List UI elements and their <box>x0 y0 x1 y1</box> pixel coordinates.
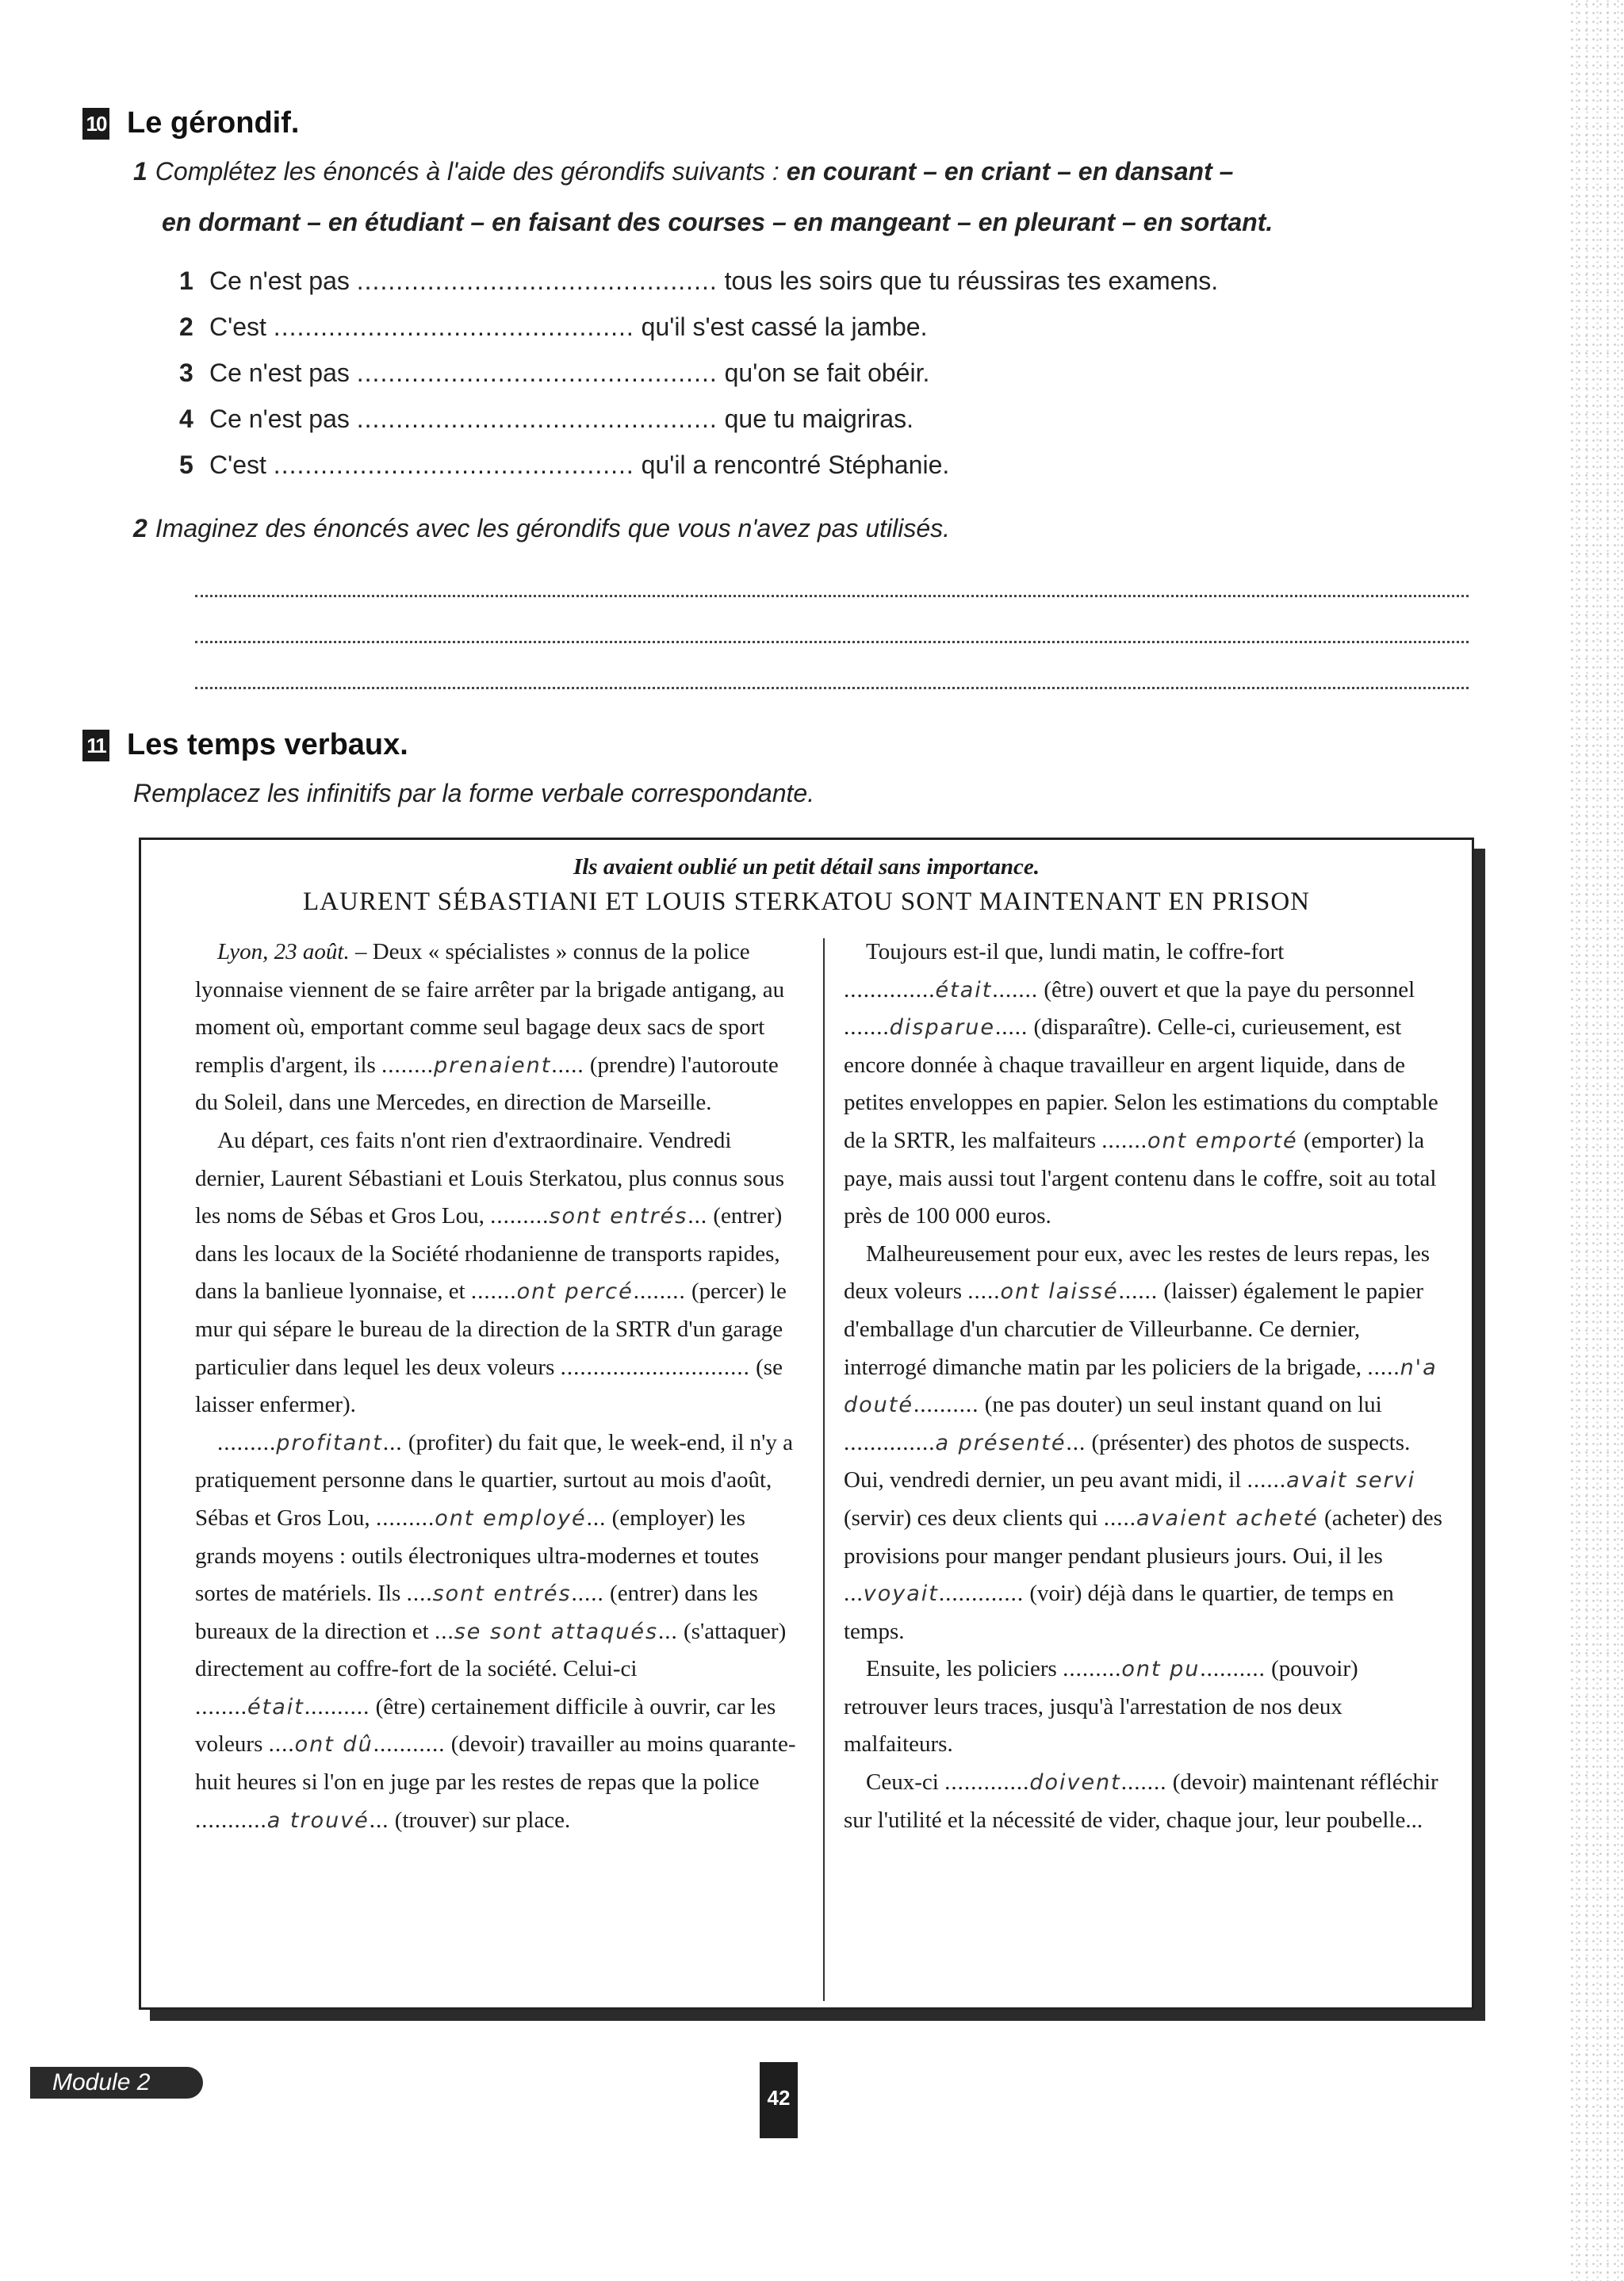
page-number: 42 <box>760 2062 798 2138</box>
paragraph: Au départ, ces faits n'ont rien d'extraordinaire. Vendredi dernier, Laurent Sébastiani et Louis Sterkatou, plus connus sous les noms de Sébas et Gros Lou, .........sont entrés... (entrer) dans les locaux de la Société rhodanienne de transports rapides, dans la banlieue lyonnaise, et .......ont percé........ (percer) le mur qui sépare le bureau de la direction de la SRTR d'un garage particulier dans lequel les deux voleurs ............................. (se laisser enfermer). <box>195 1127 787 1418</box>
handwritten-answer[interactable]: ont laissé <box>1000 1279 1119 1305</box>
handwritten-answer[interactable]: sont entrés <box>432 1581 572 1607</box>
handwritten-answer[interactable]: était <box>935 977 993 1002</box>
handwritten-answer[interactable]: voyait <box>863 1581 939 1607</box>
handwritten-answer[interactable]: ont dû <box>294 1732 373 1758</box>
handwritten-answer[interactable]: ont employé <box>435 1505 587 1531</box>
paragraph: Malheureusement pour eux, avec les restes de leurs repas, les deux voleurs .....ont laissé...... (laisser) également le papier d'emballage d'un charcutier de Villeurbanne. Ce dernier, interrogé dimanche matin par les policiers de la brigade, .....n'a douté.......... (ne pas douter) un seul instant quand on lui ..............a présenté... (présenter) des photos de suspects. Oui, vendredi dernier, un peu avant midi, il ......avait servi (servir) ces deux clients qui .....avaient acheté (acheter) des provisions pour manger pendant plusieurs jours. Oui, il les ...voyait............. (voir) déjà dans le quartier, de temps en temps. <box>844 1240 1442 1644</box>
handwritten-answer[interactable]: a trouvé <box>266 1808 370 1833</box>
exercise-instruction: Remplacez les infinitifs par la forme verbale correspondante. <box>133 779 815 807</box>
section-title: Le gérondif. <box>127 106 300 140</box>
article-subtitle: Ils avaient oublié un petit détail sans importance. <box>573 854 1040 880</box>
module-tab: Module 2 <box>30 2067 203 2099</box>
article-left-column <box>195 933 798 1839</box>
paragraph: Ceux-ci .............doivent....... (devoir) maintenant réfléchir sur l'utilité et la nécessité de vider, chaque jour, leur poubelle... <box>844 1769 1438 1833</box>
handwritten-answer[interactable]: doivent <box>1029 1770 1121 1796</box>
article-box <box>139 838 1474 2010</box>
answer-line[interactable] <box>195 687 1469 689</box>
handwritten-answer[interactable]: avaient acheté <box>1136 1505 1319 1531</box>
handwritten-answer[interactable]: avait servi <box>1286 1468 1416 1493</box>
answer-line[interactable] <box>195 595 1469 597</box>
handwritten-answer[interactable]: ont pu <box>1121 1657 1201 1682</box>
gerund-list-2: en dormant – en étudiant – en faisant des courses – en mangeant – en pleurant – en sortant. <box>162 208 1274 236</box>
section-title: Les temps verbaux. <box>127 728 408 761</box>
handwritten-answer[interactable]: ont emporté <box>1147 1128 1298 1153</box>
handwritten-answer[interactable]: se sont attaqués <box>454 1619 659 1644</box>
exercise-item[interactable]: 2 C'est .............................................. qu'il s'est cassé la jambe. <box>179 312 928 341</box>
article-title: LAURENT SÉBASTIANI ET LOUIS STERKATOU SONT MAINTENANT EN PRISON <box>303 887 1310 916</box>
handwritten-answer[interactable]: n'a douté <box>844 1355 1438 1418</box>
paragraph: .........profitant... (profiter) du fait que, le week-end, il n'y a pratiquement personne dans le quartier, surtout au mois d'août, Sébas et Gros Lou, .........ont employé... (employer) les grands moyens : outils électroniques ultra-modernes et toutes sortes de matériels. Ils ....sont entrés..... (entrer) dans les bureaux de la direction et ...se sont attaqués... (s'attaquer) directement au coffre-fort de la société. Celui-ci ........était.......... (être) certainement difficile à ouvrir, car les voleurs ....ont dû........... (devoir) travailler au moins quarante-huit heures si l'on en juge par les restes de repas que la police ...........a trouvé... (trouver) sur place. <box>195 1429 796 1833</box>
handwritten-answer[interactable]: profitant <box>276 1430 383 1455</box>
handwritten-answer[interactable]: sont entrés <box>549 1204 688 1229</box>
gerund-list-1: en courant – en criant – en dansant – <box>786 157 1234 186</box>
exercise-1-instruction: 1 Complétez les énoncés à l'aide des gérondifs suivants : en courant – en criant – en dansant – <box>133 157 1234 186</box>
exercise-item[interactable]: 3 Ce n'est pas .............................................. qu'on se fait obéir. <box>179 358 930 387</box>
section-badge: 11 <box>82 730 109 761</box>
section-badge: 10 <box>82 108 109 140</box>
exercise-2-instruction: 2 Imaginez des énoncés avec les gérondifs que vous n'avez pas utilisés. <box>133 514 951 542</box>
column-divider <box>823 938 825 2001</box>
section-11-header <box>82 728 408 762</box>
handwritten-answer[interactable]: prenaient <box>434 1052 552 1078</box>
handwritten-answer[interactable]: disparue <box>889 1015 995 1041</box>
scan-noise-edge <box>1568 0 1624 2281</box>
section-10-header <box>82 106 299 140</box>
paragraph: Lyon, 23 août. – Deux « spécialistes » connus de la police lyonnaise viennent de se faire arrêter par la brigade antigang, au moment où, emportant comme seul bagage deux sacs de sport remplis d'argent, ils ........prenaient..... (prendre) l'autoroute du Soleil, dans une Mercedes, en direction de Marseille. <box>195 939 785 1116</box>
paragraph: Ensuite, les policiers .........ont pu.......... (pouvoir) retrouver leurs traces, jusqu'à l'arrestation de nos deux malfaiteurs. <box>844 1656 1358 1758</box>
exercise-item[interactable]: 5 C'est .............................................. qu'il a rencontré Stéphanie. <box>179 450 950 479</box>
paragraph: Toujours est-il que, lundi matin, le coffre-fort ..............était....... (être) ouvert et que la paye du personnel .......disparue..... (disparaître). Celle-ci, curieusement, est encore donnée à chaque travailleur en argent liquide, dans de petites enveloppes en papier. Selon les estimations du comptable de la SRTR, les malfaiteurs .......ont emporté (emporter) la paye, mais aussi tout l'argent contenu dans le coffre, soit au total près de 100 000 euros. <box>844 939 1438 1229</box>
exercise-item[interactable]: 1 Ce n'est pas .............................................. tous les soirs que tu réussiras tes examens. <box>179 266 1219 295</box>
handwritten-answer[interactable]: était <box>247 1694 304 1719</box>
article-right-column <box>844 933 1446 1839</box>
exercise-item[interactable]: 4 Ce n'est pas .............................................. que tu maigriras. <box>179 404 914 433</box>
answer-line[interactable] <box>195 641 1469 643</box>
handwritten-answer[interactable]: ont percé <box>516 1279 634 1305</box>
handwritten-answer[interactable]: a présenté <box>935 1430 1067 1455</box>
